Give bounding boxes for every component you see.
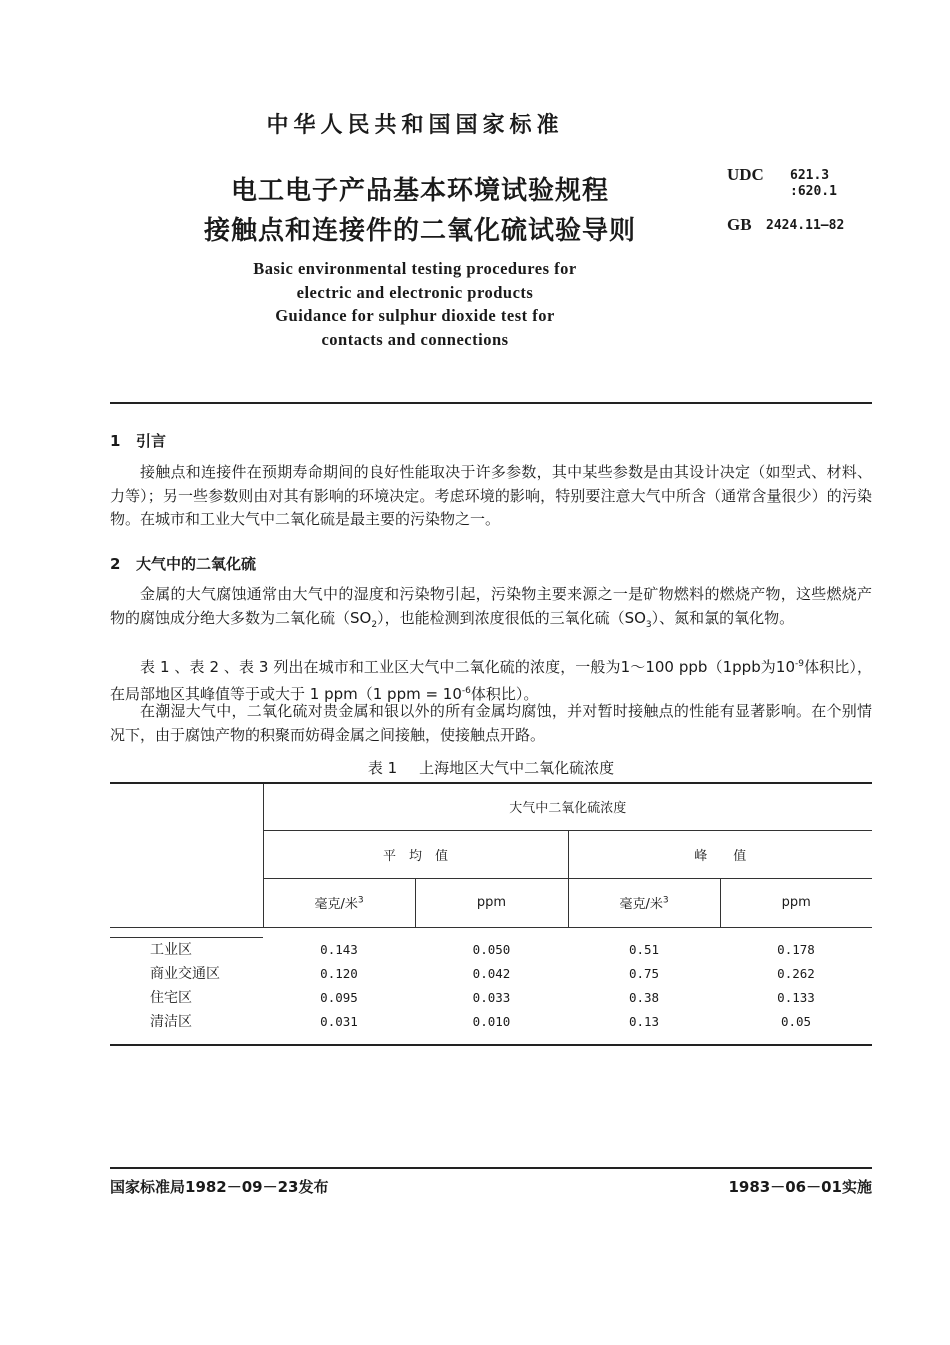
- row-label: 住宅区: [150, 990, 192, 1006]
- table-header-average: 平 均 值: [263, 830, 568, 878]
- title-en-line: Guidance for sulphur dioxide test for: [275, 306, 555, 326]
- title-en-line: Basic environmental testing procedures for: [253, 259, 577, 278]
- para-text: 体积比）。: [470, 684, 539, 703]
- avg-mg-cell: 0.143: [320, 941, 358, 957]
- section-2-paragraph-2: [110, 653, 872, 706]
- para-text: 体积比），在局部地区其峰值等于或大于 1 ppm（1 ppm = 10: [110, 658, 872, 703]
- subscript: 2: [371, 619, 378, 630]
- gb-label: GB: [727, 215, 752, 234]
- peak-ppm-cell: 0.133: [777, 989, 815, 1005]
- table-header-peak: 峰 值: [568, 830, 872, 878]
- para-text: 金属的大气腐蚀通常由大气中的湿度和污染物引起，污染物主要来源之一是矿物燃料的燃烧产物，这些燃烧产物的腐蚀成分绝大多数为二氧化硫（SO: [110, 585, 872, 627]
- section-title: 引言: [136, 432, 167, 450]
- para-text: 表 1 、表 2 、表 3 列出在城市和工业区大气中二氧化硫的浓度，一般为1～100 ppb（1ppb为10: [140, 658, 795, 676]
- unit-ppm-avg: ppm: [415, 878, 568, 927]
- avg-ppm-cell: 0.010: [472, 1013, 511, 1029]
- table-number: 表 1: [367, 759, 398, 777]
- unit-superscript: 3: [662, 895, 669, 906]
- subscript: 3: [645, 619, 652, 630]
- effective-date: 1983－06－01实施: [728, 1178, 872, 1196]
- title-en: [120, 257, 710, 351]
- udc-label: UDC: [727, 165, 764, 184]
- table-1: [110, 782, 872, 1046]
- avg-mg-cell: 0.120: [320, 965, 358, 981]
- unit-mg-peak: [568, 878, 720, 927]
- unit-mg-avg: [263, 878, 415, 927]
- superscript: -6: [461, 685, 471, 696]
- title-cn-line1: 电工电子产品基本环境试验规程: [230, 176, 609, 206]
- footer-divider: [110, 1167, 872, 1169]
- avg-ppm-cell: 0.033: [472, 989, 511, 1005]
- section-2-paragraph-1: [110, 583, 872, 637]
- section-1-paragraph: 接触点和连接件在预期寿命期间的良好性能取决于许多参数，其中某些参数是由其设计决定（如型式、材料、力等）；另一些参数则由对其有影响的环境决定。考虑环境的影响，特别要注意大气中所含（通常含量很少）的污染物。在城市和工业大气中二氧化硫是最主要的污染物之一。: [110, 463, 872, 528]
- peak-mg-cell: 0.51: [628, 941, 660, 957]
- row-label: 商业交通区: [150, 966, 220, 982]
- table-group-header: 大气中二氧化硫浓度: [263, 783, 872, 830]
- avg-ppm-cell: 0.042: [472, 965, 511, 981]
- table-title: 上海地区大气中二氧化硫浓度: [419, 759, 615, 777]
- superscript: -9: [795, 659, 804, 669]
- header-divider: [110, 402, 872, 404]
- avg-mg-cell: 0.031: [320, 1013, 358, 1029]
- issue-date: 国家标准局1982－09－23发布: [110, 1178, 329, 1196]
- udc-code-2: :620.1: [790, 184, 837, 199]
- row-label: 清洁区: [150, 1014, 192, 1030]
- unit-ppm-peak: ppm: [720, 878, 872, 927]
- section-2-paragraph-3: 在潮湿大气中，二氧化硫对贵金属和银以外的所有金属均腐蚀，并对暂时接触点的性能有显著影响。在个别情况下，由于腐蚀产物的积聚而妨碍金属之间接触，使接触点开路。: [110, 702, 872, 744]
- section-1-heading: [110, 430, 166, 451]
- title-en-line: electric and electronic products: [296, 282, 534, 302]
- unit-text: 毫克/米: [314, 897, 358, 912]
- gb-number: 2424.11—82: [766, 218, 845, 233]
- table-row: [110, 985, 872, 1009]
- title-cn-line2: 接触点和连接件的二氧化硫试验导则: [203, 216, 636, 246]
- section-number: 1: [110, 432, 121, 450]
- standard-org-header: 中华人民共和国国家标准: [266, 113, 564, 138]
- peak-ppm-cell: 0.262: [777, 965, 815, 981]
- table-row: [110, 1009, 872, 1033]
- unit-superscript: 3: [357, 895, 364, 906]
- title-en-line: contacts and connections: [321, 329, 509, 349]
- section-title: 大气中的二氧化硫: [136, 555, 257, 573]
- table-row: [110, 937, 872, 961]
- row-label: 工业区: [150, 942, 192, 959]
- avg-ppm-cell: 0.050: [472, 941, 511, 957]
- peak-ppm-cell: 0.178: [777, 941, 815, 957]
- avg-mg-cell: 0.095: [320, 989, 358, 1005]
- peak-mg-cell: 0.75: [628, 965, 660, 981]
- para-text: ）、氮和氯的氧化物。: [651, 608, 795, 627]
- udc-code-1: 621.3: [790, 168, 830, 183]
- section-2-heading: [110, 553, 256, 574]
- table-corner-cell: [110, 783, 263, 927]
- udc-codes: [790, 168, 837, 200]
- para-text: ），也能检测到浓度很低的三氧化硫（SO: [377, 608, 646, 627]
- peak-mg-cell: 0.38: [628, 989, 660, 1005]
- table-row: [110, 961, 872, 985]
- unit-text: 毫克/米: [619, 897, 663, 912]
- table-1-caption: [110, 757, 872, 778]
- peak-ppm-cell: 0.05: [780, 1013, 812, 1029]
- peak-mg-cell: 0.13: [628, 1013, 660, 1029]
- section-number: 2: [110, 555, 121, 573]
